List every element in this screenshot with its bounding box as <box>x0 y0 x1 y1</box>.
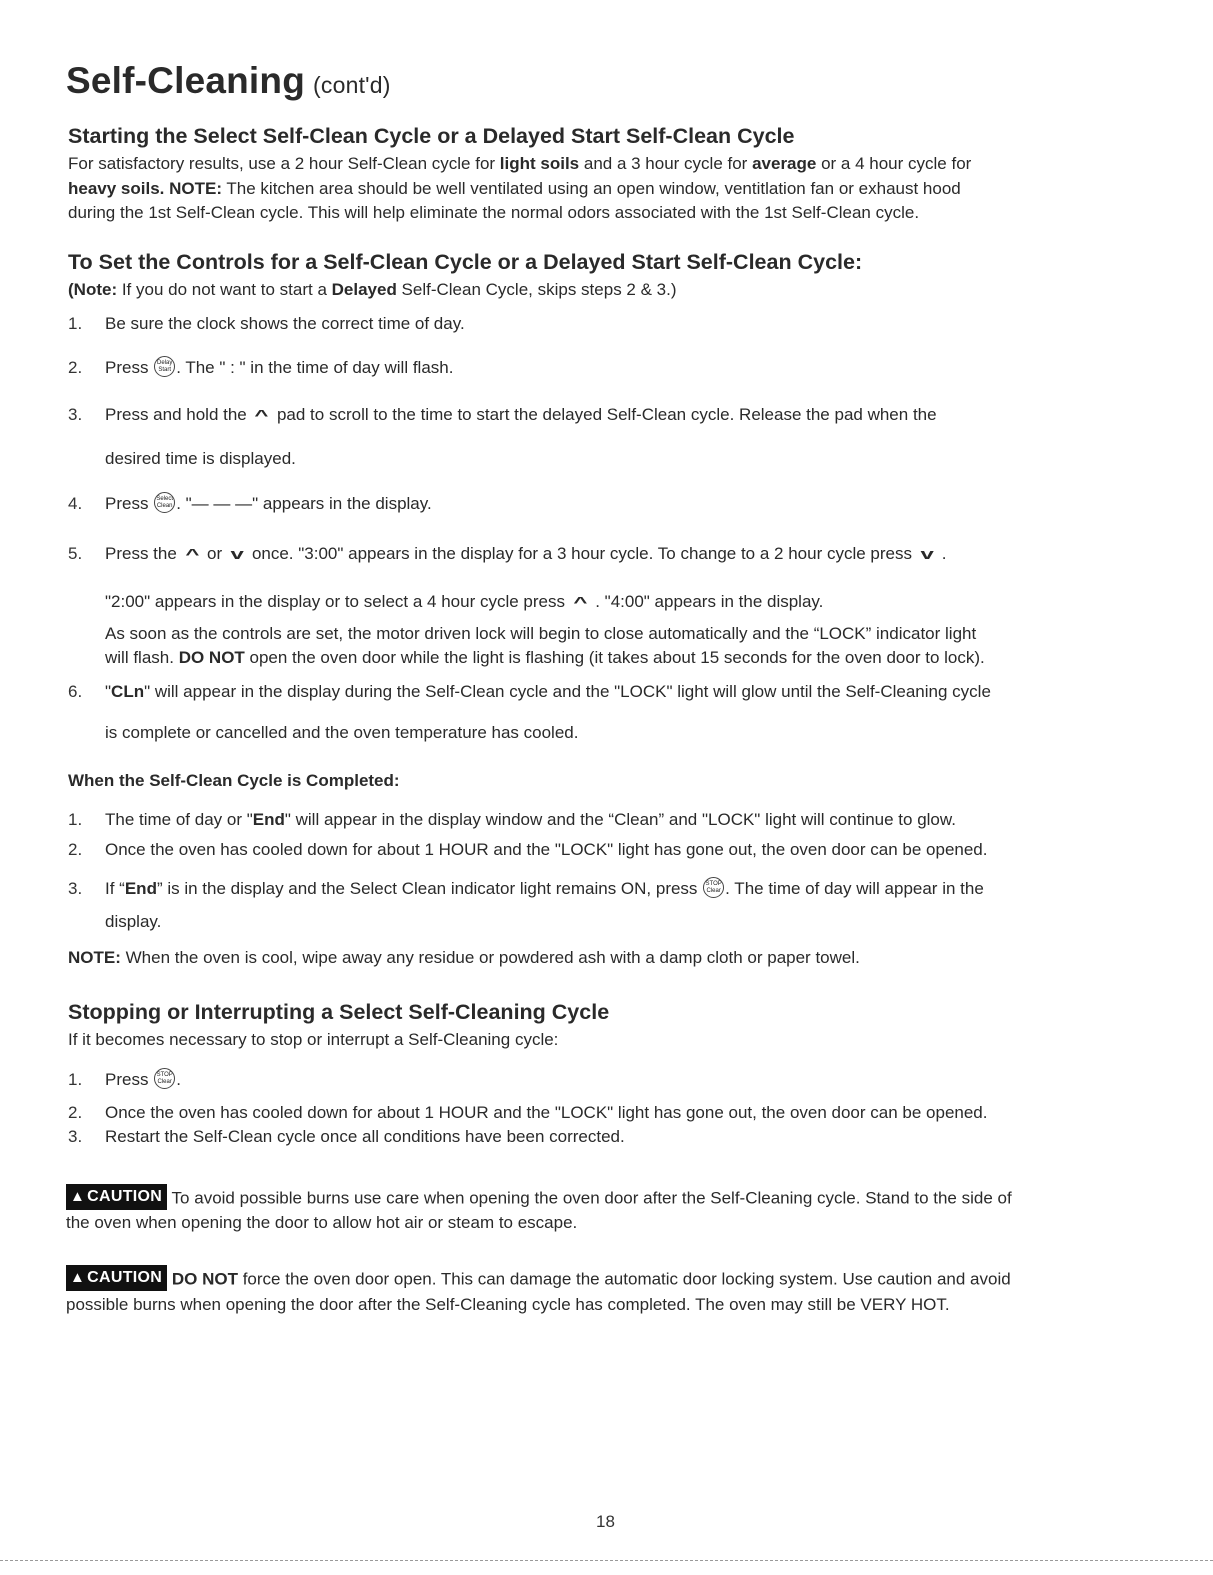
btn-label: Delay <box>157 360 173 367</box>
step-5-text-cont <box>105 590 823 615</box>
section-heading-set-controls: To Set the Controls for a Self-Clean Cycle or a Delayed Start Self-Clean Cycle: <box>68 250 863 274</box>
text-bold: DO NOT <box>178 648 245 667</box>
btn-label: STOP <box>156 1072 173 1079</box>
caution-badge <box>66 1184 167 1210</box>
completed-step-2-text: Once the oven has cooled down for about 1 HOUR and the "LOCK" light has gone out, the oven door can be opened. <box>105 840 988 859</box>
stop-clear-button-icon <box>703 877 724 898</box>
text: will flash. <box>105 648 179 667</box>
text: . <box>176 1070 181 1089</box>
step-2-text <box>105 356 453 380</box>
step-number: 4. <box>68 494 83 513</box>
text: If you do not want to start a <box>117 280 332 299</box>
stopping-step-1-text <box>105 1068 181 1092</box>
text-bold: (Note: <box>68 280 118 299</box>
caution-label: CAUTION <box>87 1188 163 1205</box>
step-number: 5. <box>68 544 83 563</box>
text: Press <box>105 494 154 513</box>
step-number: 2. <box>68 1103 83 1122</box>
paragraph-line <box>68 177 961 201</box>
step-number: 2. <box>68 840 83 859</box>
text-bold: End <box>252 810 285 829</box>
text: or a 4 hour cycle for <box>816 154 972 173</box>
step-1-text: Be sure the clock shows the correct time of day. <box>105 314 465 333</box>
text: force the oven door open. This can damage the automatic door locking system. Use caution and avoid <box>237 1269 1011 1289</box>
text: Press <box>105 358 154 377</box>
completed-step-3-text <box>105 877 984 901</box>
section-heading-stopping: Stopping or Interrupting a Select Self-Cleaning Cycle <box>68 1000 610 1024</box>
step-number: 1. <box>68 314 83 333</box>
completed-step-3-text-cont: display. <box>105 912 162 931</box>
text: once. "3:00" appears in the display for a 3 hour cycle. To change to a 2 hour cycle press <box>247 544 917 563</box>
text-bold: DO NOT <box>167 1269 238 1289</box>
step-6-text-cont: is complete or cancelled and the oven temperature has cooled. <box>105 723 579 742</box>
up-arrow-icon: ^ <box>184 546 199 563</box>
text-bold: heavy soils. NOTE: <box>68 179 222 198</box>
text: The time of day or " <box>105 810 253 829</box>
caution-1-cont: the oven when opening the door to allow hot air or steam to escape. <box>66 1213 578 1232</box>
completed-step-1-text <box>105 808 956 832</box>
step-4-text <box>105 492 432 516</box>
text-bold: End <box>124 879 157 898</box>
caution-label: CAUTION <box>87 1269 163 1286</box>
section-heading-start-cycle: Starting the Select Self-Clean Cycle or a Delayed Start Self-Clean Cycle <box>68 124 795 148</box>
step-number: 6. <box>68 682 83 701</box>
up-arrow-icon: ^ <box>254 407 269 424</box>
note-line <box>68 278 677 302</box>
select-clean-button-icon <box>154 492 175 513</box>
step-6-text <box>105 680 991 704</box>
step-3-text <box>105 403 937 428</box>
text: . The time of day will appear in the <box>725 879 984 898</box>
stopping-step-3-text: Restart the Self-Clean cycle once all conditions have been corrected. <box>105 1127 625 1146</box>
text: . "— — —" appears in the display. <box>176 494 432 513</box>
btn-label: Clear <box>706 888 721 895</box>
page-number: 18 <box>596 1512 615 1531</box>
step-3-text-cont: desired time is displayed. <box>105 449 296 468</box>
text: and a 3 hour cycle for <box>579 154 753 173</box>
text: Press <box>105 1070 154 1089</box>
text-bold: NOTE: <box>68 948 121 967</box>
btn-label: Start <box>158 367 172 374</box>
warning-triangle-icon: ▲ <box>70 1188 86 1205</box>
step-number: 1. <box>68 1070 83 1089</box>
text: or <box>202 544 227 563</box>
paragraph-line <box>68 152 971 176</box>
btn-label: Clear <box>157 1079 172 1086</box>
text: Press the <box>105 544 182 563</box>
text: . The " : " in the time of day will flash. <box>176 358 454 377</box>
text: Self-Clean Cycle, skips steps 2 & 3.) <box>396 280 677 299</box>
stopping-intro: If it becomes necessary to stop or interrupt a Self-Cleaning cycle: <box>68 1030 559 1049</box>
up-arrow-icon: ^ <box>573 594 588 611</box>
text: ” is in the display and the Select Clean indicator light remains ON, press <box>156 879 703 898</box>
down-arrow-icon: v <box>920 546 934 563</box>
text: " will appear in the display during the Self-Clean cycle and the "LOCK" light will glow until the Self-Cleaning cycle <box>144 682 991 701</box>
paragraph-line: during the 1st Self-Clean cycle. This will help eliminate the normal odors associated with the 1st Self-Clean cycle. <box>68 203 920 222</box>
text: If “ <box>105 879 125 898</box>
text-bold: light soils <box>499 154 580 173</box>
text: When the oven is cool, wipe away any residue or powdered ash with a damp cloth or paper towel. <box>120 948 860 967</box>
text: For satisfactory results, use a 2 hour Self-Clean cycle for <box>68 154 500 173</box>
bottom-divider <box>0 1558 1213 1561</box>
section-heading-completed: When the Self-Clean Cycle is Completed: <box>68 771 400 790</box>
page-title <box>66 60 391 102</box>
step-number: 3. <box>68 1127 83 1146</box>
text: pad to scroll to the time to start the delayed Self-Clean cycle. Release the pad when the <box>272 405 937 424</box>
text: . <box>937 544 947 563</box>
step-number: 1. <box>68 810 83 829</box>
step-5-text <box>105 542 947 567</box>
step-5-text-cont: As soon as the controls are set, the motor driven lock will begin to close automatically and the “LOCK” indicator light <box>105 624 977 643</box>
btn-label: Select <box>156 496 174 503</box>
step-5-text-cont <box>105 646 985 670</box>
step-number: 2. <box>68 358 83 377</box>
down-arrow-icon: v <box>230 546 244 563</box>
caution-2 <box>66 1267 1011 1293</box>
page-title-sub: (cont'd) <box>313 72 391 98</box>
text: . "4:00" appears in the display. <box>590 592 824 611</box>
stop-clear-button-icon <box>154 1068 175 1089</box>
caution-2-cont: possible burns when opening the door after the Self-Cleaning cycle has completed. The oven may still be VERY HOT. <box>66 1295 950 1314</box>
text: " <box>105 682 112 701</box>
btn-label: Clean <box>156 503 173 510</box>
text: open the oven door while the light is flashing (it takes about 15 seconds for the oven door to lock). <box>244 648 985 667</box>
delay-start-button-icon <box>154 356 175 377</box>
text: Press and hold the <box>105 405 252 424</box>
caution-1 <box>66 1186 1012 1212</box>
warning-triangle-icon: ▲ <box>70 1269 86 1286</box>
step-number: 3. <box>68 879 83 898</box>
text-bold: Delayed <box>331 280 397 299</box>
text-bold: average <box>752 154 817 173</box>
step-number: 3. <box>68 405 83 424</box>
btn-label: STOP <box>705 881 722 888</box>
text: To avoid possible burns use care when opening the oven door after the Self-Cleaning cycle. Stand to the side of <box>167 1188 1012 1208</box>
text-bold: CLn <box>111 682 145 701</box>
completed-note <box>68 946 860 970</box>
text: " will appear in the display window and the “Clean” and "LOCK" light will continue to glow. <box>284 810 956 829</box>
text: "2:00" appears in the display or to select a 4 hour cycle press <box>105 592 570 611</box>
text: The kitchen area should be well ventilated using an open window, ventitlation fan or exhaust hood <box>222 179 961 198</box>
caution-badge <box>66 1265 167 1291</box>
stopping-step-2-text: Once the oven has cooled down for about 1 HOUR and the "LOCK" light has gone out, the oven door can be opened. <box>105 1103 988 1122</box>
page-title-main: Self-Cleaning <box>66 60 306 101</box>
